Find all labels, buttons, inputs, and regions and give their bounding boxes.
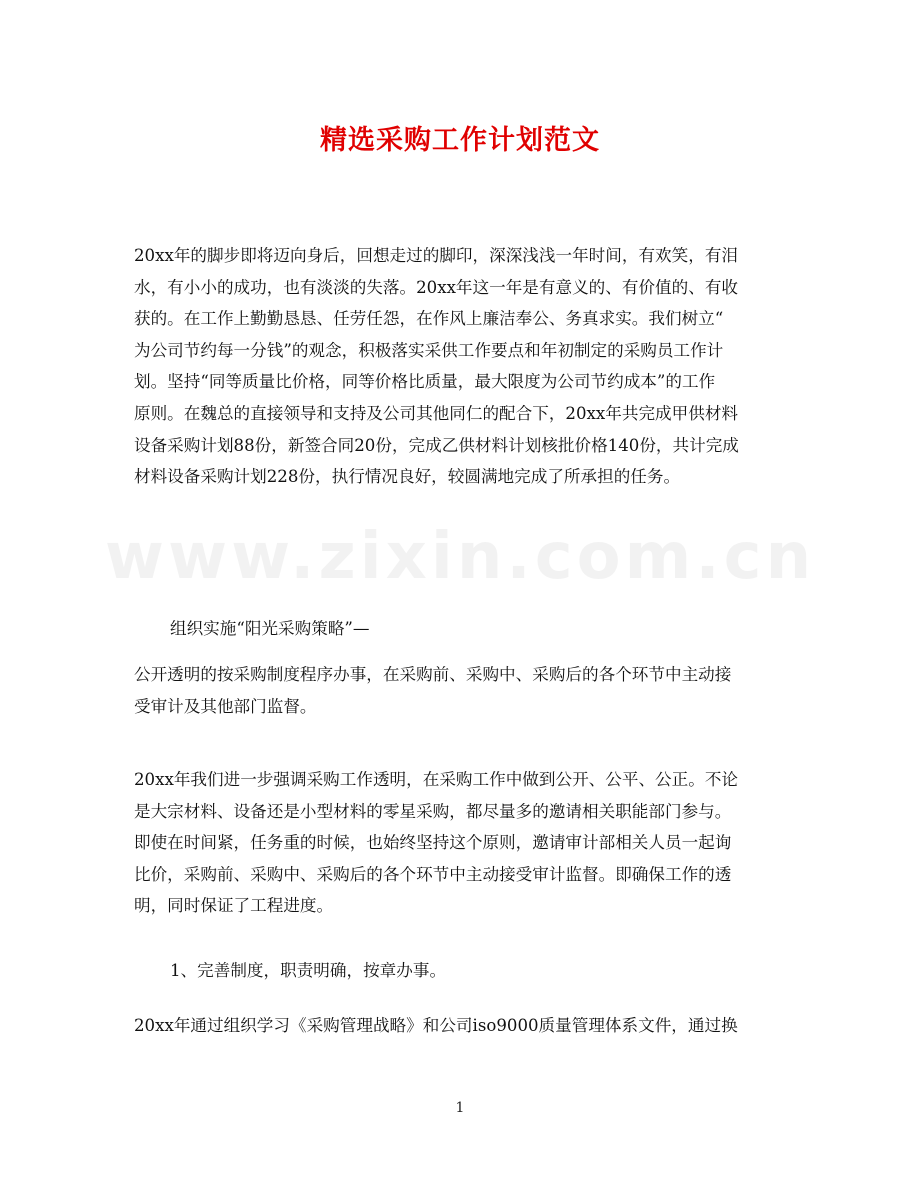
paragraph-line: 20xx年我们进一步强调采购工作透明，在采购工作中做到公开、公平、公正。不论 [134, 770, 739, 789]
section-heading-rules [134, 955, 822, 987]
paragraph-line: 20xx年通过组织学习《采购管理战略》和公司iso9000质量管理体系文件，通过换 [134, 1016, 738, 1035]
document-title: 精选采购工作计划范文 [320, 125, 600, 156]
page-number: 1 [455, 1100, 465, 1116]
paragraph-line: 受审计及其他部门监督。 [134, 696, 317, 716]
paragraph-fairness [134, 764, 786, 922]
paragraph-line: 比价，采购前、采购中、采购后的各个环节中主动接受审计监督。即确保工作的透 [134, 864, 732, 884]
paragraph-line: 为公司节约每一分钱”的观念，积极落实采供工作要点和年初制定的采购员工作计 [134, 340, 724, 360]
paragraph-line: 材料设备采购计划228份，执行情况良好，较圆满地完成了所承担的任务。 [134, 467, 681, 487]
heading-line: 1、完善制度，职责明确，按章办事。 [170, 961, 447, 980]
paragraph-line: 设备采购计划88份，新签合同20份，完成乙供材料计划核批价格140份，共计完成 [134, 435, 739, 455]
paragraph-line: 获的。在工作上勤勤恳恳、任劳任怨，在作风上廉洁奉公、务真求实。我们树立“ [134, 309, 724, 329]
heading-line: 组织实施“阳光采购策略”— [170, 619, 370, 638]
paragraph-study [134, 1010, 786, 1042]
paragraph-line: 即使在时间紧，任务重的时候，也始终坚持这个原则，邀请审计部相关人员一起询 [134, 833, 732, 853]
section-heading-sunshine-procurement [134, 613, 822, 645]
paragraph-line: 水，有小小的成功，也有淡淡的失落。20xx年这一年是有意义的、有价值的、有收 [134, 277, 739, 297]
paragraph-line: 划。坚持“同等质量比价格，同等价格比质量，最大限度为公司节约成本”的工作 [134, 372, 716, 392]
watermark: www.zixin.com.cn [104, 520, 816, 594]
paragraph-line: 20xx年的脚步即将迈向身后，回想走过的脚印，深深浅浅一年时间，有欢笑，有泪 [134, 246, 739, 265]
paragraph-line: 原则。在魏总的直接领导和支持及公司其他同仁的配合下，20xx年共完成甲供材料 [134, 403, 739, 423]
paragraph-line: 公开透明的按采购制度程序办事，在采购前、采购中、采购后的各个环节中主动接 [134, 665, 732, 684]
paragraph-transparency [134, 659, 786, 722]
paragraph-intro [134, 240, 786, 493]
paragraph-line: 是大宗材料、设备还是小型材料的零星采购，都尽量多的邀请相关职能部门参与。 [134, 801, 732, 821]
paragraph-line: 明，同时保证了工程进度。 [134, 896, 334, 916]
